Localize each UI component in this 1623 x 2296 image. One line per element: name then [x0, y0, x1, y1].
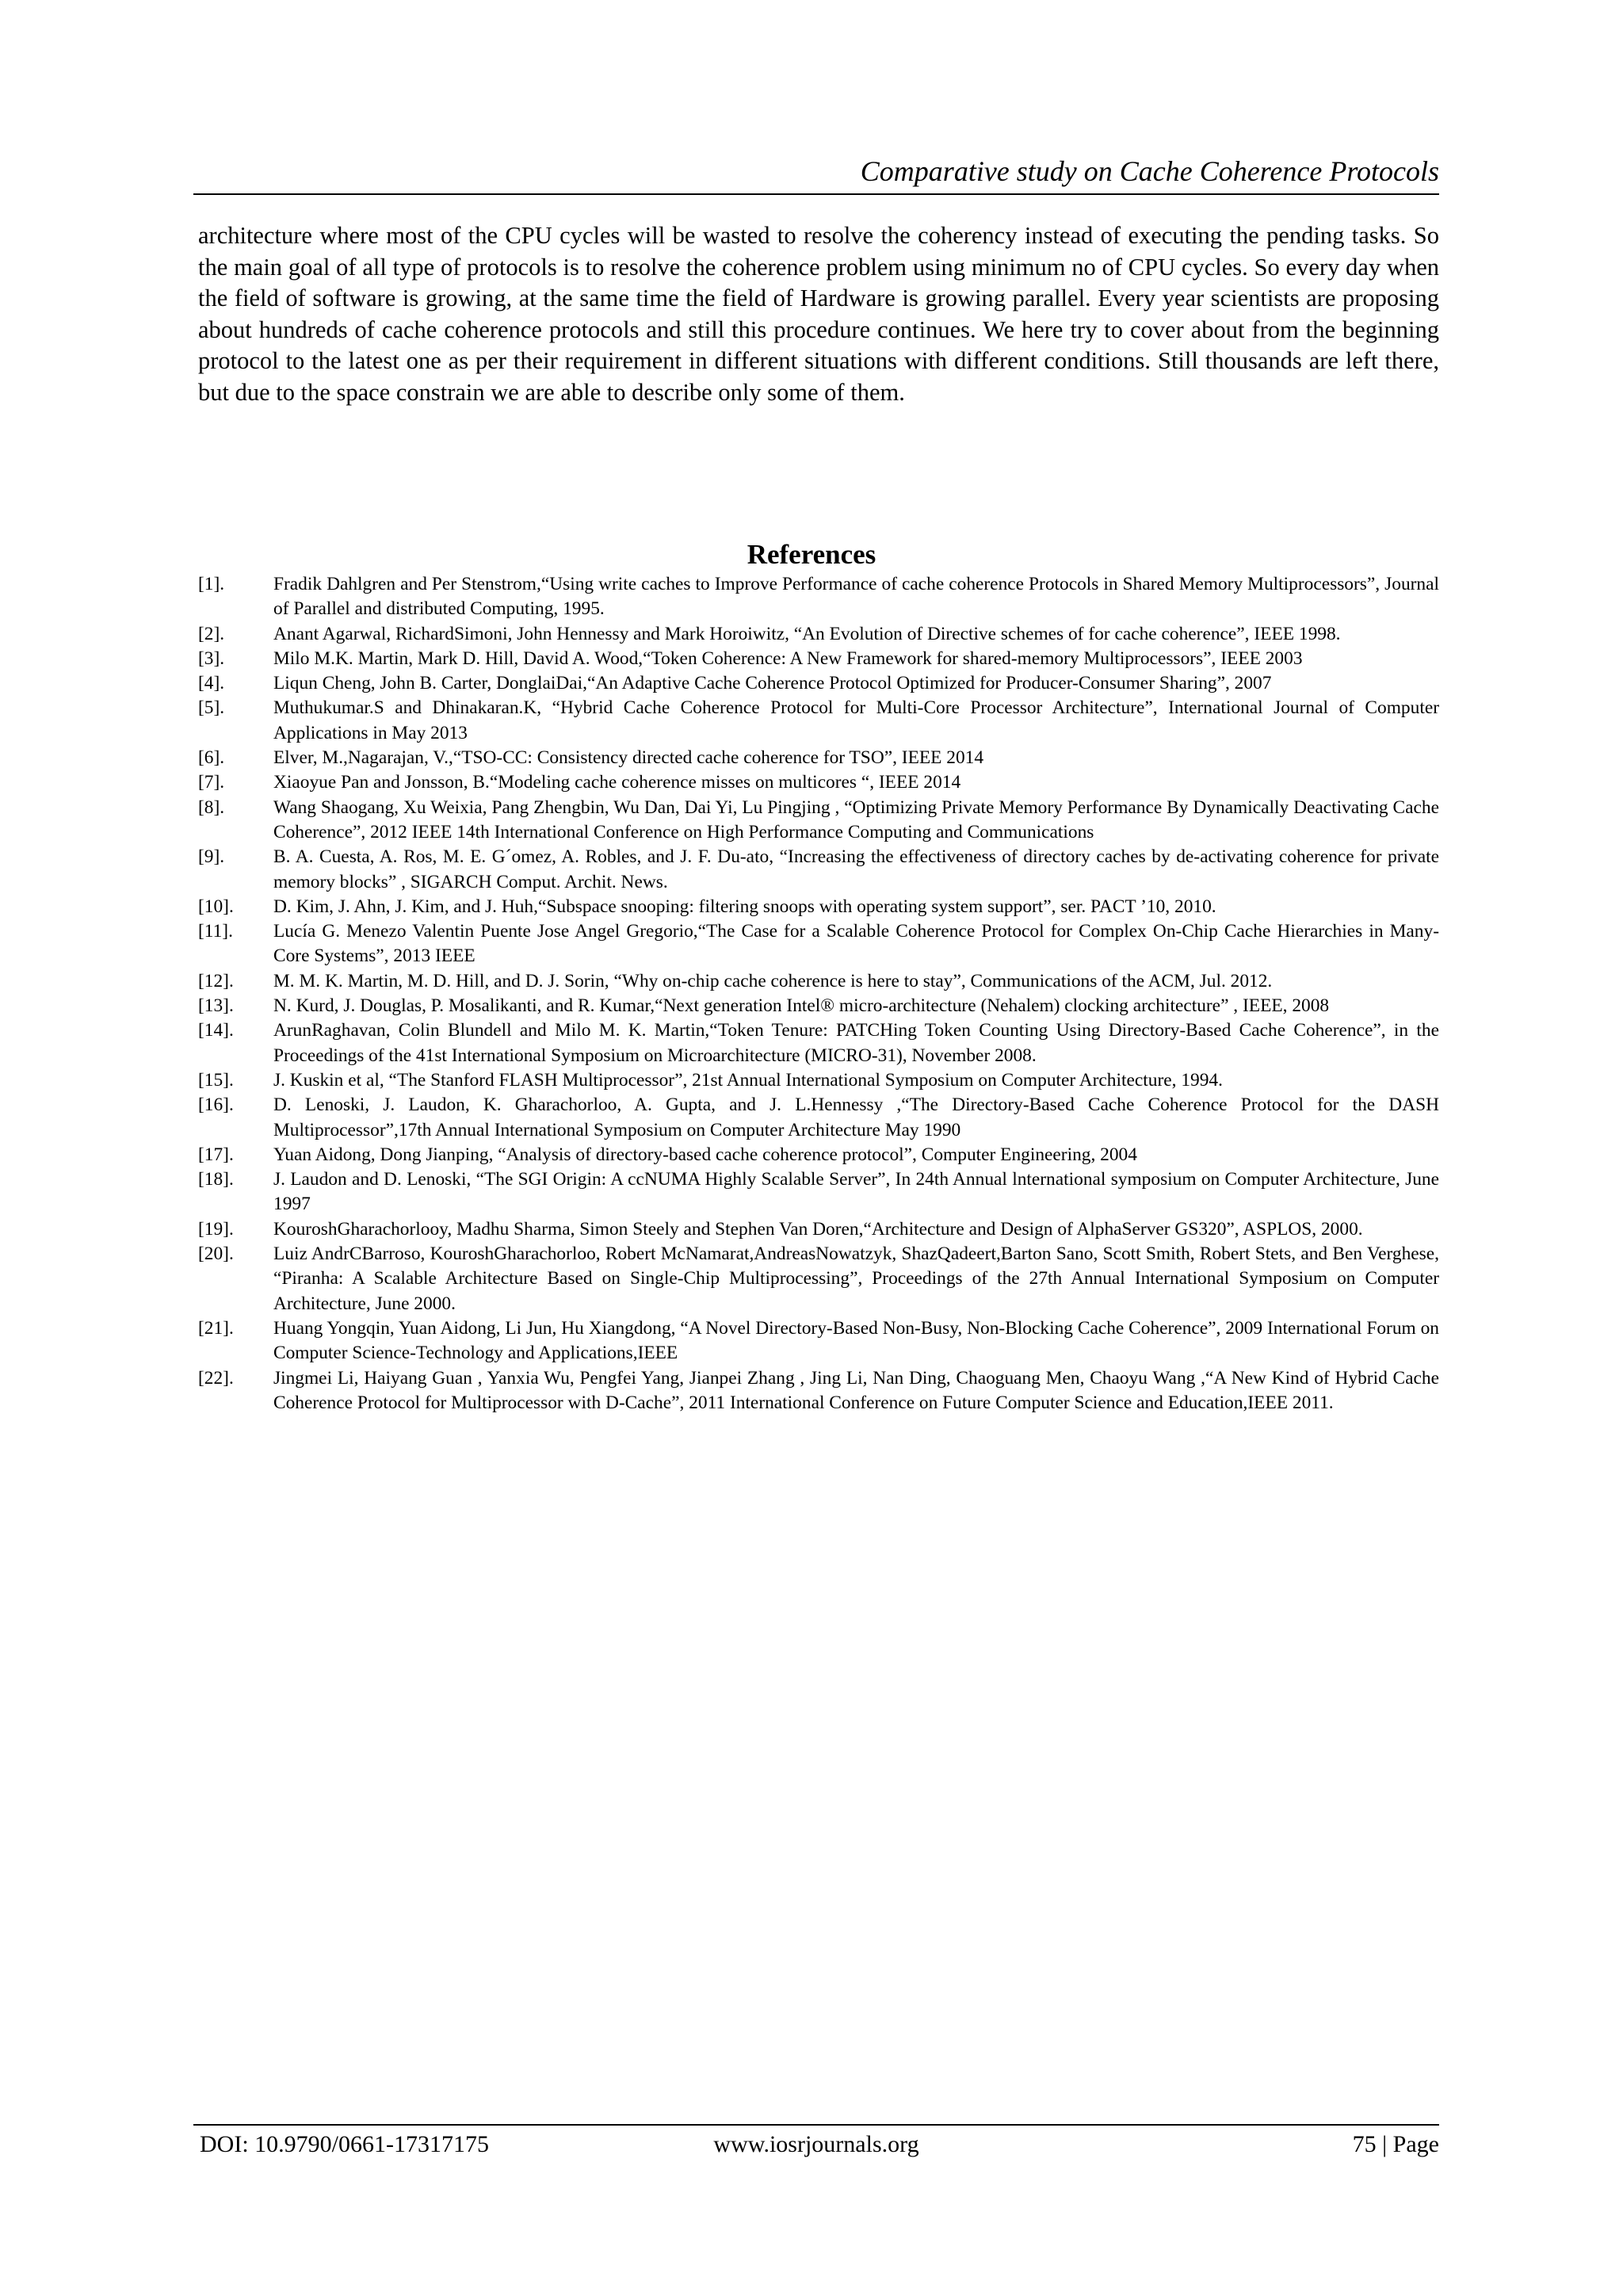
reference-item: [198, 919, 1439, 969]
reference-text: D. Lenoski, J. Laudon, K. Gharachorloo, A. Gupta, and J. L.Hennessy ,“The Directory-Based Cache Coherence Protocol for the DASH Multiprocessor”,17th Annual International Symposium on Computer Architecture May 1990: [273, 1095, 1439, 1140]
reference-list: [198, 572, 1439, 1415]
reference-text: N. Kurd, J. Douglas, P. Mosalikanti, and R. Kumar,“Next generation Intel® micro-architecture (Nehalem) clocking architecture” , IEEE, 2008: [273, 995, 1330, 1017]
reference-item: [198, 622, 1439, 647]
page-footer: [193, 2124, 1439, 2160]
reference-item: [198, 1018, 1439, 1068]
reference-text: Anant Agarwal, RichardSimoni, John Hennessy and Mark Horoiwitz, “An Evolution of Directive schemes of for cache coherence”, IEEE 1998.: [273, 623, 1341, 644]
reference-text: Jingmei Li, Haiyang Guan , Yanxia Wu, Pengfei Yang, Jianpei Zhang , Jing Li, Nan Ding, Chaoguang Men, Chaoyu Wang ,“A New Kind of Hybrid Cache Coherence Protocol for Multiprocessor with D-Cache”, 2011 International Conference on Future Computer Science and Education,IEEE 2011.: [273, 1367, 1439, 1413]
reference-number: [1].: [198, 574, 225, 594]
reference-number: [22].: [198, 1367, 234, 1389]
reference-text: D. Kim, J. Ahn, J. Kim, and J. Huh,“Subspace snooping: filtering snoops with operating system support”, ser. PACT ’10, 2010.: [273, 896, 1216, 917]
reference-number: [8].: [198, 797, 225, 818]
running-header: Comparative study on Cache Coherence Protocols: [193, 152, 1439, 195]
reference-number: [16].: [198, 1095, 234, 1116]
reference-text: Liqun Cheng, John B. Carter, DonglaiDai,“An Adaptive Cache Coherence Protocol Optimized for Producer-Consumer Sharing”, 2007: [273, 673, 1272, 694]
reference-number: [20].: [198, 1244, 234, 1265]
reference-item: [198, 696, 1439, 746]
reference-number: [12].: [198, 970, 234, 991]
reference-item: [198, 796, 1439, 846]
reference-item: [198, 572, 1439, 622]
reference-item: [198, 1366, 1439, 1416]
reference-text: Wang Shaogang, Xu Weixia, Pang Zhengbin, Wu Dan, Dai Yi, Lu Pingjing , “Optimizing Private Memory Performance By Dynamically Deactivating Cache Coherence”, 2012 IEEE 14th International Conference on High Performance Computing and Communications: [273, 797, 1439, 842]
reference-number: [3].: [198, 648, 225, 669]
reference-text: Lucía G. Menezo Valentin Puente Jose Angel Gregorio,“The Case for a Scalable Coherence Protocol for Complex On-Chip Cache Hierarchies in Many-Core Systems”, 2013 IEEE: [273, 921, 1439, 967]
reference-number: [19].: [198, 1218, 234, 1240]
reference-number: [2].: [198, 623, 225, 644]
reference-text: J. Laudon and D. Lenoski, “The SGI Origin: A ccNUMA Highly Scalable Server”, In 24th Annual lnternational symposium on Computer Architecture, June 1997: [273, 1169, 1439, 1215]
reference-text: M. M. K. Martin, M. D. Hill, and D. J. Sorin, “Why on-chip cache coherence is here to stay”, Communications of the ACM, Jul. 2012.: [273, 970, 1273, 991]
body-paragraph: architecture where most of the CPU cycles will be wasted to resolve the coherency instead of executing the pending tasks. So the main goal of all type of protocols is to resolve the coherence problem using minimum no of CPU cycles. So every day when the field of software is growing, at the same time the field of Hardware is growing parallel. Every year scientists are proposing about hundreds of cache coherence protocols and still this procedure continues. We here try to cover about from the beginning protocol to the latest one as per their requirement in different situations with different conditions. Still thousands are left there, but due to the space constrain we are able to describe only some of them.: [198, 222, 1439, 406]
reference-text: Yuan Aidong, Dong Jianping, “Analysis of directory-based cache coherence protocol”, Computer Engineering, 2004: [273, 1144, 1137, 1165]
reference-number: [7].: [198, 772, 225, 793]
reference-text: Luiz AndrCBarroso, KouroshGharachorloo, Robert McNamarat,AndreasNowatzyk, ShazQadeert,Barton Sano, Scott Smith, Robert Stets, and Ben Verghese, “Piranha: A Scalable Architecture Based on Single-Chip Multiprocessing”, Proceedings of the 27th Annual International Symposium on Computer Architecture, June 2000.: [273, 1244, 1439, 1314]
reference-number: [18].: [198, 1169, 234, 1190]
reference-item: [198, 671, 1439, 696]
reference-number: [5].: [198, 697, 225, 719]
reference-number: [10].: [198, 896, 234, 917]
reference-item: [198, 746, 1439, 770]
reference-item: [198, 895, 1439, 919]
reference-item: [198, 1217, 1439, 1242]
reference-text: Milo M.K. Martin, Mark D. Hill, David A. Wood,“Token Coherence: A New Framework for shared-memory Multiprocessors”, IEEE 2003: [273, 648, 1303, 669]
reference-number: [11].: [198, 921, 233, 942]
reference-item: [198, 1068, 1439, 1093]
reference-item: [198, 1316, 1439, 1366]
reference-item: [198, 845, 1439, 895]
reference-item: [198, 770, 1439, 795]
reference-number: [21].: [198, 1317, 234, 1339]
reference-number: [15].: [198, 1069, 234, 1091]
reference-number: [9].: [198, 846, 225, 868]
reference-number: [13].: [198, 995, 234, 1017]
reference-text: Muthukumar.S and Dhinakaran.K, “Hybrid Cache Coherence Protocol for Multi-Core Processor Architecture”, International Journal of Computer Applications in May 2013: [273, 697, 1439, 743]
reference-text: J. Kuskin et al, “The Stanford FLASH Multiprocessor”, 21st Annual International Symposium on Computer Architecture, 1994.: [273, 1069, 1223, 1091]
reference-number: [6].: [198, 747, 225, 769]
reference-text: B. A. Cuesta, A. Ros, M. E. G´omez, A. Robles, and J. F. Du-ato, “Increasing the effectiveness of directory caches by de-activating coherence for private memory blocks” , SIGARCH Comput. Archit. News.: [273, 846, 1439, 892]
reference-text: KouroshGharachorlooy, Madhu Sharma, Simon Steely and Stephen Van Doren,“Architecture and Design of AlphaServer GS320”, ASPLOS, 2000.: [273, 1218, 1363, 1240]
references-heading: References: [747, 539, 876, 570]
reference-item: [198, 1167, 1439, 1217]
reference-text: Huang Yongqin, Yuan Aidong, Li Jun, Hu Xiangdong, “A Novel Directory-Based Non-Busy, Non-Blocking Cache Coherence”, 2009 International Forum on Computer Science-Technology and Applications,IEEE: [273, 1317, 1439, 1364]
reference-text: ArunRaghavan, Colin Blundell and Milo M. K. Martin,“Token Tenure: PATCHing Token Counting Using Directory-Based Cache Coherence”, in the Proceedings of the 41st International Symposium on Microarchitecture (MICRO-31), November 2008.: [273, 1020, 1439, 1066]
reference-item: [198, 647, 1439, 671]
reference-number: [4].: [198, 673, 225, 694]
reference-text: Xiaoyue Pan and Jonsson, B.“Modeling cache coherence misses on multicores “, IEEE 2014: [273, 772, 961, 793]
reference-text: Elver, M.,Nagarajan, V.,“TSO-CC: Consistency directed cache coherence for TSO”, IEEE 2014: [273, 747, 984, 769]
footer-doi: DOI: 10.9790/0661-17317175: [200, 2131, 489, 2157]
reference-item: [198, 994, 1439, 1018]
reference-number: [17].: [198, 1144, 234, 1165]
reference-number: [14].: [198, 1020, 234, 1041]
footer-url: www.iosrjournals.org: [713, 2131, 919, 2157]
reference-text: Fradik Dahlgren and Per Stenstrom,“Using write caches to Improve Performance of cache coherence Protocols in Shared Memory Multiprocessors”, Journal of Parallel and distributed Computing, 1995.: [273, 574, 1439, 620]
footer-page-number: 75 | Page: [1352, 2131, 1439, 2157]
reference-item: [198, 1143, 1439, 1167]
reference-item: [198, 969, 1439, 994]
reference-item: [198, 1093, 1439, 1143]
reference-item: [198, 1242, 1439, 1316]
